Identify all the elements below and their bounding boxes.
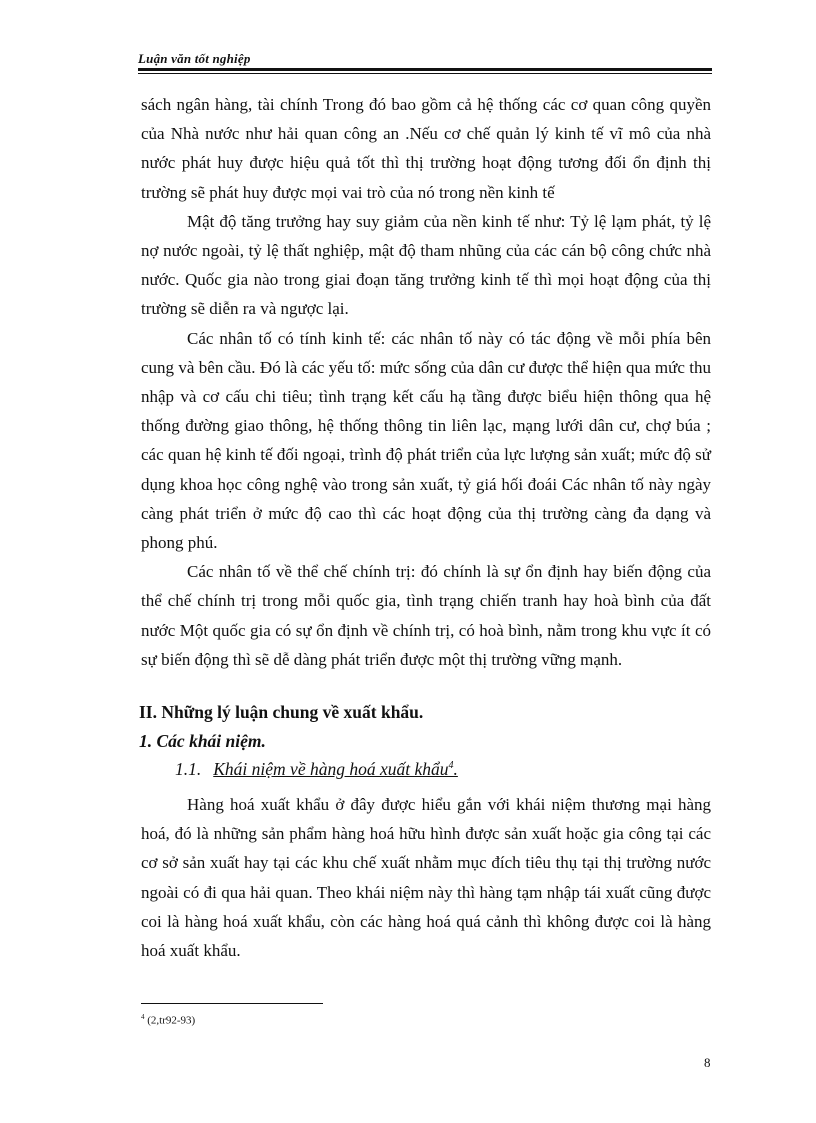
header-rule-thin: [138, 73, 712, 74]
paragraph-economic-factors: Các nhân tố có tính kinh tế: các nhân tố này có tác động về mỗi phía bên cung và bên cầu. Đó là các yếu tố: mức sống của dân cư được thể hiện qua mức thu nhập và cơ cấu chi tiêu; tình trạng kết cấu hạ tầng được biểu hiện thông qua hệ thống đường giao thông, hệ thống thông tin liên lạc, mạng lưới dân cư, chợ búa ; các quan hệ kinh tế đối ngoại, trình độ phát triển của lực lượng sản xuất; mức độ sử dụng khoa học công nghệ vào trong sản xuất, tỷ giá hối đoái Các nhân tố này ngày càng phát triển ở mức độ cao thì các hoạt động của thị trường càng đa dạng và phong phú.: [141, 328, 711, 553]
paragraph-political-factors: Các nhân tố về thể chế chính trị: đó chính là sự ổn định hay biến động của thể chế chính trị trong mỗi quốc gia, tình trạng chiến tranh hay hoà bình của đất nước Một quốc gia có sự ổn định về chính trị, có hoà bình, nằm trong khu vực ít có sự biến động thì sẽ dễ dàng phát triển được một thị trường vững mạnh.: [141, 562, 711, 669]
header-rule-thick: [138, 68, 712, 71]
heading-text-label: Khái niệm về hàng hoá xuất khẩu: [213, 759, 449, 779]
heading-number: 1.1.: [175, 759, 202, 779]
footnote-mark: 4: [141, 1013, 145, 1021]
subsection-heading-1: 1. Các khái niệm.: [139, 731, 266, 751]
paragraph-growth-density: Mật độ tăng trưởng hay suy giảm của nền kinh tế như: Tỷ lệ lạm phát, tỷ lệ nợ nước ngoài, tỷ lệ thất nghiệp, mật độ tham nhũng của các cán bộ công chức nhà nước. Quốc gia nào trong giai đoạn tăng trưởng kinh tế thì mọi hoạt động của thị trường sẽ diễn ra và ngược lại.: [141, 211, 711, 319]
footnote-separator: [141, 1003, 323, 1004]
paragraph-continuation: sách ngân hàng, tài chính Trong đó bao gồm cả hệ thống các cơ quan công quyền của Nhà nước như hải quan công an .Nếu cơ chế quản lý kinh tế vĩ mô của nhà nước phát huy được hiệu quả tốt thì thị trường hoạt động tương đối ổn định thị trường sẽ phát huy được mọi vai trò của nó trong nền kinh tế: [141, 95, 711, 202]
body-text-block-1: [141, 90, 711, 674]
page-number: 8: [704, 1055, 711, 1070]
footnote-reference: 4: [448, 760, 454, 772]
running-header: Luận văn tốt nghiệp: [138, 51, 251, 66]
section-heading-II: II. Những lý luận chung về xuất khẩu.: [139, 702, 424, 722]
footnote: [141, 1013, 195, 1027]
heading-text: Khái niệm về hàng hoá xuất khẩu$^4$.: [213, 759, 458, 779]
paragraph-export-goods-definition: Hàng hoá xuất khẩu ở đây được hiểu gắn với khái niệm thương mại hàng hoá, đó là những sản phẩm hàng hoá hữu hình được sản xuất hoặc gia công tại các cơ sở sản xuất hay tại các khu chế xuất nhằm mục đích tiêu thụ tại thị trường nước ngoài có đi qua hải quan. Theo khái niệm này thì hàng tạm nhập tái xuất cũng được coi là hàng hoá xuất khẩu, còn các hàng hoá quá cảnh thì không được coi là hàng hoá xuất khẩu.: [141, 795, 711, 961]
subsection-heading-1-1: [175, 759, 458, 780]
body-text-block-2: [141, 790, 711, 965]
footnote-text: (2,tr92-93): [147, 1014, 196, 1027]
